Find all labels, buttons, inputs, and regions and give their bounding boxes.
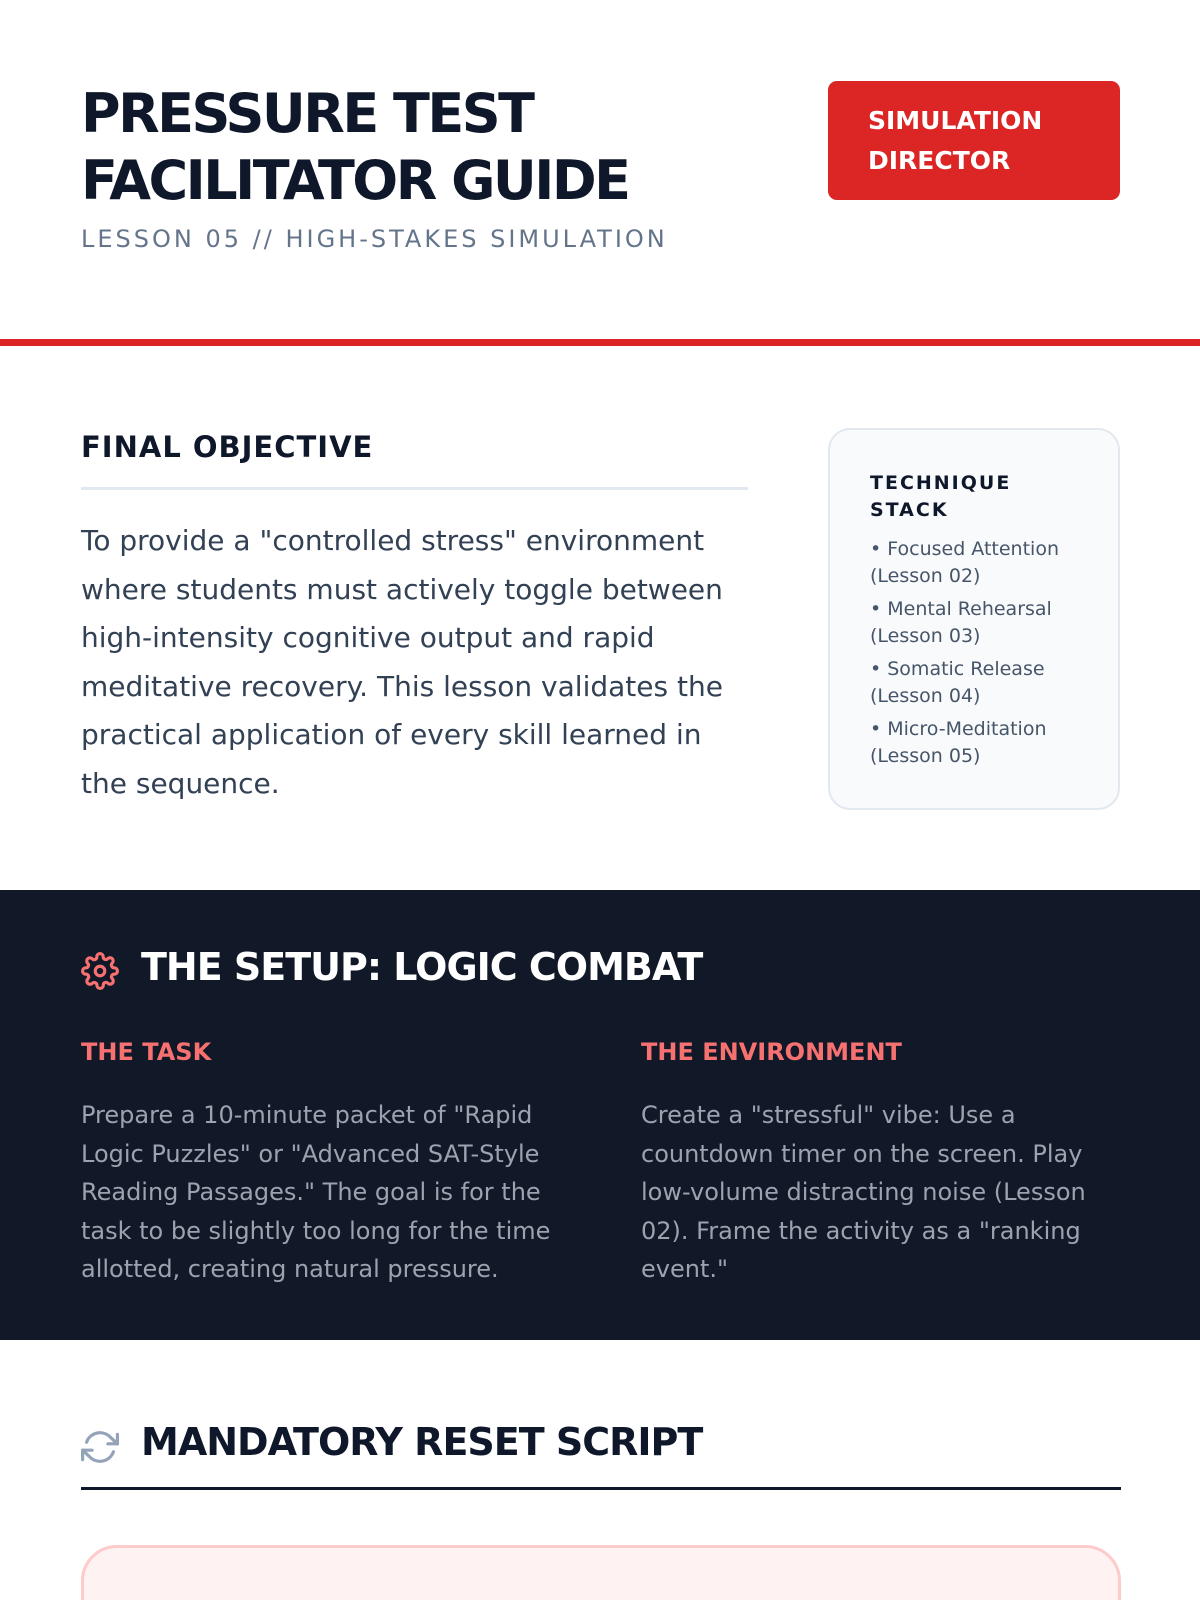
reset-heading: MANDATORY RESET SCRIPT	[141, 1420, 703, 1464]
technique-stack-title	[870, 470, 1098, 524]
role-line-2: DIRECTOR	[868, 146, 1011, 175]
list-item	[870, 596, 1098, 650]
technique-stack-card	[828, 428, 1120, 810]
list-item	[870, 716, 1098, 770]
technique-lesson: (Lesson 05)	[870, 745, 981, 767]
gear-icon	[81, 952, 119, 990]
task-text: Prepare a 10-minute packet of "Rapid Logic Puzzles" or "Advanced SAT-Style Reading Passages." The goal is for the task to be slightly too long for the time allotted, creating natural pressure.	[81, 1101, 551, 1283]
objective-divider	[81, 487, 748, 490]
page-title	[81, 80, 781, 214]
technique-list	[870, 536, 1098, 770]
list-item	[870, 656, 1098, 710]
reset-divider	[81, 1487, 1121, 1490]
technique-lesson: (Lesson 03)	[870, 625, 981, 647]
refresh-icon	[81, 1428, 119, 1466]
page-header	[0, 0, 1200, 340]
environment-heading: THE ENVIRONMENT	[641, 1038, 902, 1066]
technique-name: • Somatic Release	[870, 658, 1045, 680]
reset-script-box	[81, 1545, 1121, 1600]
technique-lesson: (Lesson 02)	[870, 565, 981, 587]
objective-text: To provide a "controlled stress" environment where students must actively toggle between high-intensity cognitive output and rapid meditative recovery. This lesson validates the practical application of every skill learned in the sequence.	[81, 524, 723, 800]
role-line-1: SIMULATION	[868, 106, 1043, 135]
stack-title-line-1: TECHNIQUE	[870, 472, 1012, 494]
technique-lesson: (Lesson 04)	[870, 685, 981, 707]
technique-name: • Focused Attention	[870, 538, 1059, 560]
task-heading: THE TASK	[81, 1038, 212, 1066]
stack-title-line-2: STACK	[870, 499, 949, 521]
technique-name: • Micro-Meditation	[870, 718, 1047, 740]
lesson-subtitle: LESSON 05 // HIGH-STAKES SIMULATION	[81, 225, 668, 253]
objective-heading: FINAL OBJECTIVE	[81, 430, 374, 464]
title-line-1: PRESSURE TEST	[81, 82, 533, 145]
header-divider	[0, 339, 1200, 346]
role-badge	[828, 81, 1120, 200]
technique-name: • Mental Rehearsal	[870, 598, 1052, 620]
setup-heading: THE SETUP: LOGIC COMBAT	[141, 945, 703, 989]
title-line-2: FACILITATOR GUIDE	[81, 149, 629, 212]
list-item	[870, 536, 1098, 590]
environment-text: Create a "stressful" vibe: Use a countdown timer on the screen. Play low-volume distracting noise (Lesson 02). Frame the activity as a "ranking event."	[641, 1101, 1086, 1283]
